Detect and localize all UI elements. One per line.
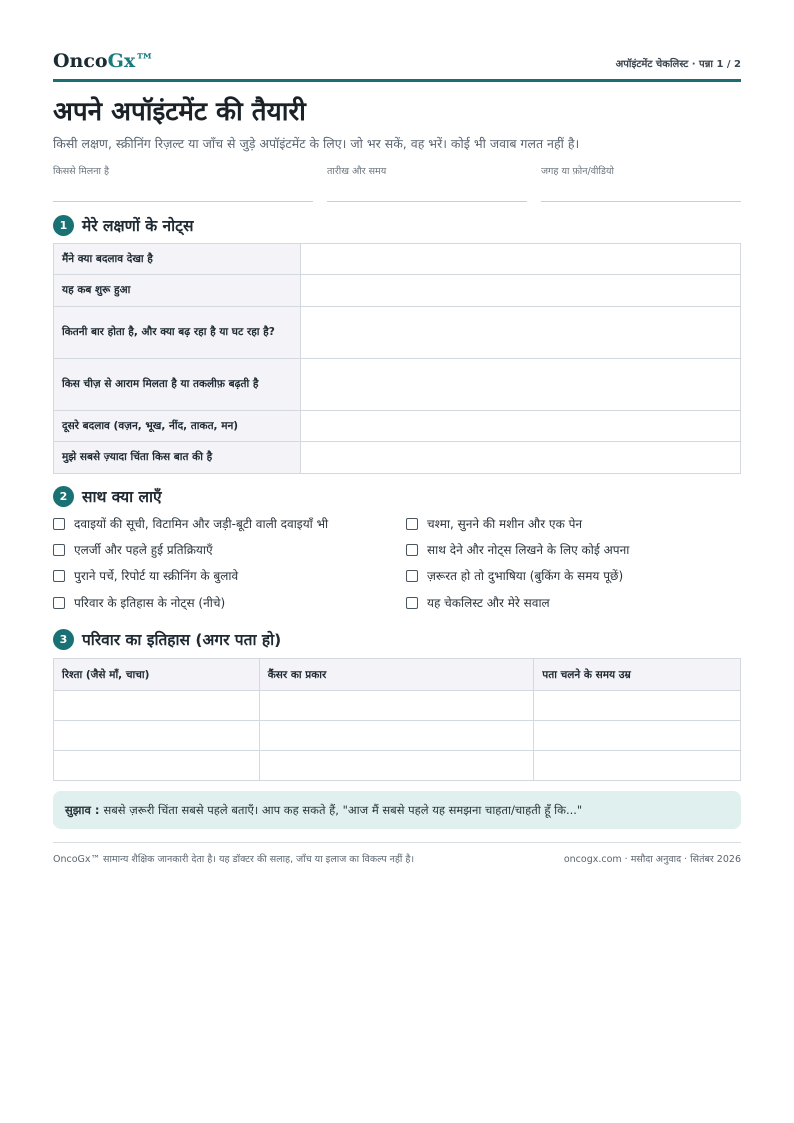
row-label: यह कब शुरू हुआ bbox=[54, 275, 301, 306]
section-title: मेरे लक्षणों के नोट्स bbox=[82, 217, 194, 235]
brand-accent: Gx™ bbox=[107, 50, 155, 72]
symptoms-table bbox=[53, 243, 741, 474]
footer-disclaimer: OncoGx™ सामान्य शैक्षिक जानकारी देता है। यह डॉक्टर की सलाह, जाँच या इलाज का विकल्प नहीं है। bbox=[53, 854, 415, 865]
checkbox[interactable] bbox=[406, 570, 418, 582]
section-family-heading bbox=[53, 628, 281, 650]
checklist-label: पुराने पर्चे, रिपोर्ट या स्क्रीनिंग के बुलावे bbox=[74, 569, 239, 583]
table-cell[interactable] bbox=[259, 751, 534, 781]
table-row bbox=[54, 244, 741, 275]
table-cell[interactable] bbox=[54, 721, 260, 751]
checklist-item[interactable] bbox=[406, 594, 550, 611]
page-title: अपने अपॉइंटमेंट की तैयारी bbox=[53, 97, 306, 127]
tip-callout bbox=[53, 791, 741, 829]
checklist-item[interactable] bbox=[53, 515, 328, 532]
section-symptoms-heading bbox=[53, 214, 193, 236]
table-cell[interactable] bbox=[259, 721, 534, 751]
checklist-item[interactable] bbox=[406, 515, 582, 532]
table-row bbox=[54, 358, 741, 410]
who-field[interactable] bbox=[53, 164, 313, 202]
checklist-item[interactable] bbox=[53, 594, 225, 611]
column-header-relation: रिश्ता (जैसे माँ, चाचा) bbox=[54, 659, 260, 691]
section-title: साथ क्या लाएँ bbox=[82, 488, 162, 506]
table-cell[interactable] bbox=[534, 721, 741, 751]
answer-cell[interactable] bbox=[301, 244, 741, 275]
answer-cell[interactable] bbox=[301, 442, 741, 473]
table-row bbox=[54, 721, 741, 751]
page-header bbox=[53, 46, 741, 82]
table-row bbox=[54, 751, 741, 781]
brand-logo bbox=[53, 50, 154, 72]
row-label: मुझे सबसे ज़्यादा चिंता किस बात की है bbox=[54, 442, 301, 473]
checklist-item[interactable] bbox=[406, 567, 623, 584]
table-row bbox=[54, 306, 741, 358]
section-bring-heading bbox=[53, 485, 162, 507]
row-label: कितनी बार होता है, और क्या बढ़ रहा है या घट रहा है? bbox=[54, 306, 301, 358]
checklist-item[interactable] bbox=[53, 541, 213, 558]
table-header-row bbox=[54, 659, 741, 691]
row-label: मैंने क्या बदलाव देखा है bbox=[54, 244, 301, 275]
location-field[interactable] bbox=[541, 164, 741, 202]
row-label: दूसरे बदलाव (वज़न, भूख, नींद, ताकत, मन) bbox=[54, 410, 301, 441]
table-cell[interactable] bbox=[534, 751, 741, 781]
location-label: जगह या फ़ोन/वीडियो bbox=[541, 166, 614, 177]
column-header-cancer-type: कैंसर का प्रकार bbox=[259, 659, 534, 691]
table-cell[interactable] bbox=[54, 751, 260, 781]
checklist-item[interactable] bbox=[406, 541, 629, 558]
tip-label: सुझाव : bbox=[65, 802, 100, 817]
table-row bbox=[54, 410, 741, 441]
table-row bbox=[54, 691, 741, 721]
checklist-label: दवाइयों की सूची, विटामिन और जड़ी-बूटी वाली दवाइयाँ भी bbox=[74, 517, 329, 531]
checkbox[interactable] bbox=[53, 544, 65, 556]
checkbox[interactable] bbox=[53, 597, 65, 609]
checklist-label: ज़रूरत हो तो दुभाषिया (बुकिंग के समय पूछें) bbox=[427, 569, 624, 583]
table-cell[interactable] bbox=[259, 691, 534, 721]
checklist-label: एलर्जी और पहले हुई प्रतिक्रियाएँ bbox=[74, 543, 213, 557]
checklist-label: चश्मा, सुनने की मशीन और एक पेन bbox=[427, 517, 583, 531]
answer-cell[interactable] bbox=[301, 358, 741, 410]
checklist-item[interactable] bbox=[53, 567, 238, 584]
section-title: परिवार का इतिहास (अगर पता हो) bbox=[82, 631, 282, 649]
answer-cell[interactable] bbox=[301, 306, 741, 358]
answer-cell[interactable] bbox=[301, 410, 741, 441]
row-label: किस चीज़ से आराम मिलता है या तकलीफ़ बढ़ती है bbox=[54, 358, 301, 410]
answer-cell[interactable] bbox=[301, 275, 741, 306]
family-history-table bbox=[53, 658, 741, 781]
checkbox[interactable] bbox=[53, 518, 65, 530]
checklist-label: साथ देने और नोट्स लिखने के लिए कोई अपना bbox=[427, 543, 630, 557]
who-label: किससे मिलना है bbox=[53, 166, 110, 177]
date-time-field[interactable] bbox=[327, 164, 527, 202]
table-row bbox=[54, 275, 741, 306]
table-row bbox=[54, 442, 741, 473]
brand-name: Onco bbox=[53, 50, 108, 72]
checkbox[interactable] bbox=[53, 570, 65, 582]
table-cell[interactable] bbox=[534, 691, 741, 721]
table-cell[interactable] bbox=[54, 691, 260, 721]
page-subtitle: किसी लक्षण, स्क्रीनिंग रिज़ल्ट या जाँच से जुड़े अपॉइंटमेंट के लिए। जो भर सकें, वह भरें। कोई भी जवाब गलत नहीं है। bbox=[53, 136, 580, 151]
section-number-badge: 2 bbox=[53, 486, 74, 507]
section-number-badge: 3 bbox=[53, 629, 74, 650]
checkbox[interactable] bbox=[406, 518, 418, 530]
checkbox[interactable] bbox=[406, 597, 418, 609]
tip-text: सबसे ज़रूरी चिंता सबसे पहले बताएँ। आप कह सकते हैं, "आज मैं सबसे पहले यह समझना चाहता/चाहती हूँ कि..." bbox=[103, 802, 583, 817]
column-header-age: पता चलने के समय उम्र bbox=[534, 659, 741, 691]
page-meta: अपॉइंटमेंट चेकलिस्ट · पन्ना 1 / 2 bbox=[615, 59, 741, 70]
date-time-label: तारीख और समय bbox=[327, 166, 387, 177]
checklist-label: परिवार के इतिहास के नोट्स (नीचे) bbox=[74, 596, 226, 610]
section-number-badge: 1 bbox=[53, 215, 74, 236]
page-footer bbox=[53, 842, 741, 865]
checkbox[interactable] bbox=[406, 544, 418, 556]
checklist-label: यह चेकलिस्ट और मेरे सवाल bbox=[427, 596, 550, 610]
footer-info: oncogx.com · मसौदा अनुवाद · सितंबर 2026 bbox=[563, 854, 741, 865]
